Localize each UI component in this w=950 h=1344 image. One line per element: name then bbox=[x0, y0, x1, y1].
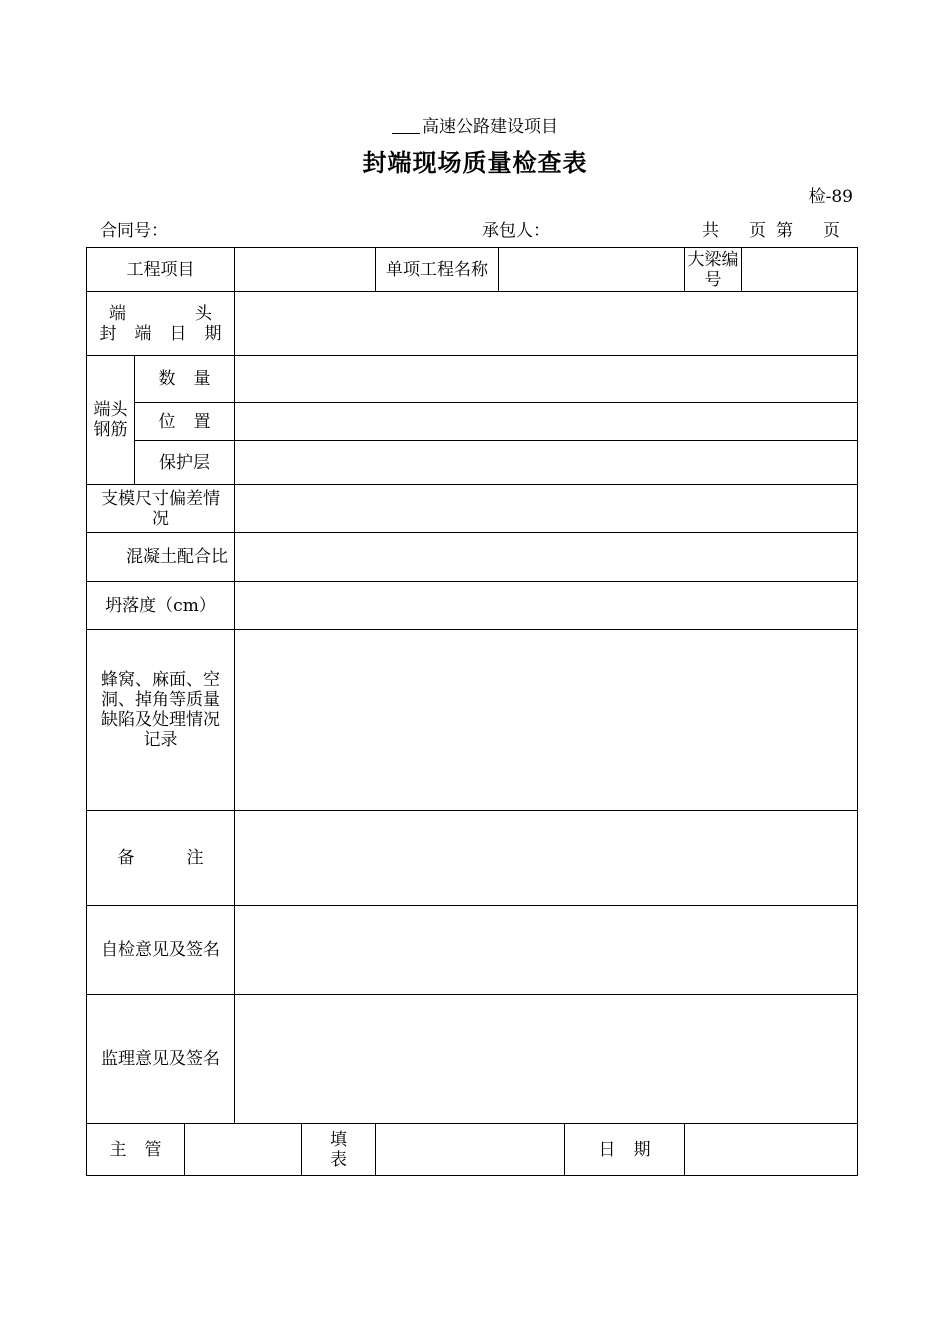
formwork-deviation-field[interactable] bbox=[235, 485, 858, 533]
sub-project-name-field[interactable] bbox=[499, 248, 685, 292]
rebar-group-label bbox=[87, 356, 135, 485]
rebar-quantity-label bbox=[135, 356, 235, 403]
supervision-field[interactable] bbox=[235, 995, 858, 1124]
rebar-cover-label: 保护层 bbox=[135, 441, 235, 485]
table-row bbox=[87, 356, 858, 403]
seal-date-label bbox=[87, 292, 235, 356]
position-char: 置 bbox=[193, 411, 211, 432]
rebar-position-field[interactable] bbox=[235, 403, 858, 441]
page-title: 封端现场质量检查表 bbox=[362, 149, 588, 177]
formwork-deviation-label: 支模尺寸偏差情况 bbox=[87, 485, 235, 533]
self-check-field[interactable] bbox=[235, 906, 858, 995]
end-char-b: 头 bbox=[195, 303, 212, 324]
page-label-2: 页 bbox=[823, 221, 840, 241]
contractor-label: 承包人： bbox=[482, 221, 550, 241]
contract-number-label: 合同号： bbox=[100, 221, 168, 241]
table-row bbox=[87, 1124, 858, 1176]
table-row bbox=[87, 906, 858, 995]
remarks-field[interactable] bbox=[235, 811, 858, 906]
seal-date-char: 封 bbox=[99, 323, 117, 344]
seal-date-char: 期 bbox=[204, 323, 222, 344]
table-row bbox=[87, 403, 858, 441]
filled-by-char: 表 bbox=[330, 1149, 347, 1170]
rebar-group-line: 端头 bbox=[93, 400, 128, 420]
page-count bbox=[702, 216, 840, 241]
supervisor-char: 主 bbox=[109, 1139, 127, 1160]
form-code: 检-89 bbox=[808, 187, 853, 207]
page-label: 页 bbox=[749, 221, 766, 241]
filled-by-char: 填 bbox=[330, 1129, 347, 1150]
rebar-position-label bbox=[135, 403, 235, 441]
girder-number-label: 大梁编号 bbox=[685, 248, 742, 292]
supervision-label: 监理意见及签名 bbox=[87, 995, 235, 1124]
rebar-group-line: 钢筋 bbox=[93, 420, 128, 440]
table-row bbox=[87, 630, 858, 811]
table-row bbox=[87, 582, 858, 630]
supervisor-label bbox=[87, 1124, 185, 1176]
rebar-cover-field[interactable] bbox=[235, 441, 858, 485]
self-check-label: 自检意见及签名 bbox=[87, 906, 235, 995]
table-row bbox=[87, 248, 858, 292]
date-char: 日 bbox=[598, 1139, 616, 1160]
remarks-label bbox=[87, 811, 235, 906]
position-char: 位 bbox=[158, 411, 176, 432]
mix-ratio-field[interactable] bbox=[235, 533, 858, 582]
filled-by-field[interactable] bbox=[376, 1124, 565, 1176]
table-row bbox=[87, 485, 858, 533]
date-char: 期 bbox=[633, 1139, 651, 1160]
date-label bbox=[565, 1124, 685, 1176]
quantity-char: 量 bbox=[193, 369, 211, 389]
supervisor-field[interactable] bbox=[185, 1124, 302, 1176]
project-suffix: 高速公路建设项目 bbox=[422, 117, 558, 137]
mix-ratio-label: 混凝土配合比 bbox=[87, 533, 235, 582]
table-row bbox=[87, 995, 858, 1124]
project-name-blank[interactable] bbox=[392, 117, 420, 134]
table-row bbox=[87, 292, 858, 356]
rebar-quantity-field[interactable] bbox=[235, 356, 858, 403]
nth-label: 第 bbox=[776, 221, 793, 241]
defects-field[interactable] bbox=[235, 630, 858, 811]
slump-label: 坍落度（cm） bbox=[87, 582, 235, 630]
seal-date-field[interactable] bbox=[235, 292, 858, 356]
date-field[interactable] bbox=[685, 1124, 858, 1176]
seal-date-char: 端 bbox=[134, 323, 152, 344]
end-label bbox=[87, 304, 234, 324]
inspection-form-table bbox=[86, 247, 858, 1176]
supervisor-char: 管 bbox=[144, 1139, 162, 1160]
filled-by-label bbox=[302, 1124, 376, 1176]
project-item-label: 工程项目 bbox=[87, 248, 235, 292]
remarks-char: 注 bbox=[186, 848, 204, 868]
sub-project-name-label: 单项工程名称 bbox=[376, 248, 499, 292]
seal-date-char: 日 bbox=[169, 323, 187, 344]
seal-date-text bbox=[87, 324, 234, 344]
remarks-char: 备 bbox=[117, 848, 135, 868]
table-row bbox=[87, 441, 858, 485]
end-char-a: 端 bbox=[109, 303, 126, 324]
table-row bbox=[87, 533, 858, 582]
girder-number-field[interactable] bbox=[742, 248, 858, 292]
quantity-char: 数 bbox=[158, 369, 176, 389]
table-row bbox=[87, 811, 858, 906]
project-item-field[interactable] bbox=[235, 248, 376, 292]
defects-label: 蜂窝、麻面、空洞、掉角等质量缺陷及处理情况记录 bbox=[87, 630, 235, 811]
slump-field[interactable] bbox=[235, 582, 858, 630]
project-line bbox=[0, 112, 950, 137]
total-label: 共 bbox=[702, 221, 719, 241]
